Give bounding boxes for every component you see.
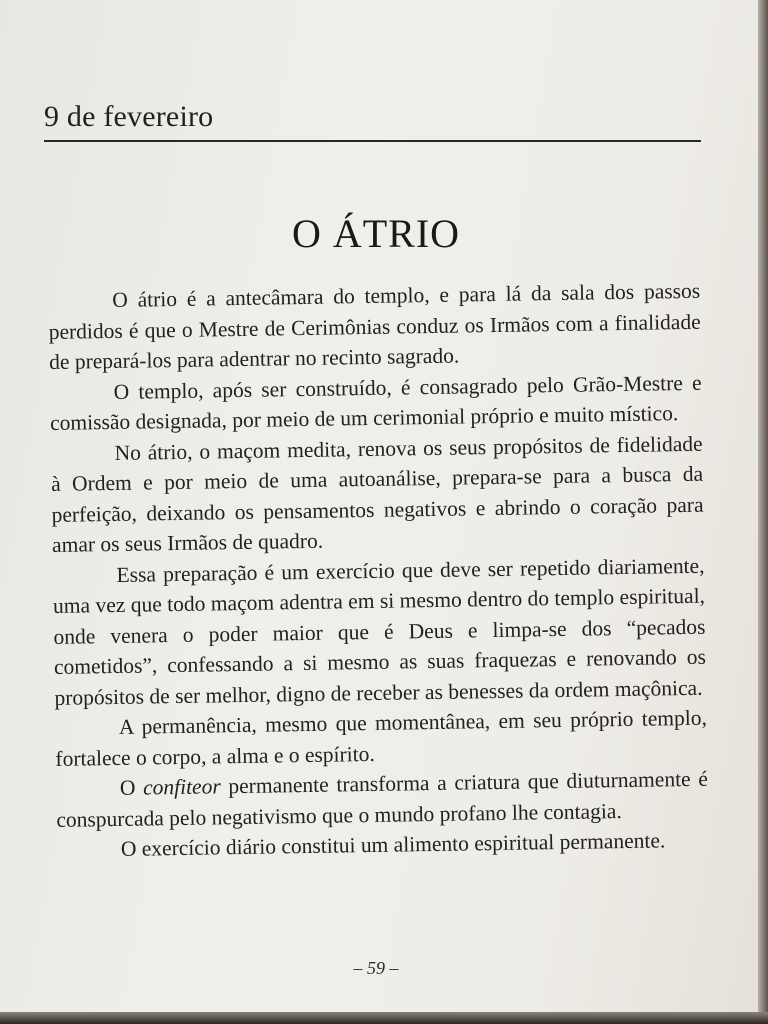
paragraph: Essa preparação é um exercício que deve ser repetido diariamente, uma vez que todo maçom adentra em si mesmo dentro do templo espiritual, onde venera o poder maior que é Deus e limpa-se dos “pecados cometidos”, confessando a si mesmo as suas fraquezas e renovando os propósitos de ser melhor, digno de receber as benesses da ordem maçônica.: [52, 553, 707, 710]
paragraph: No átrio, o maçom medita, renova os seus propósitos de fidelidade à Ordem e por meio de uma autoanálise, prepara-se para a busca da perfeição, deixando os pensamentos negativos e abrindo o coração para amar os seus Irmãos de quadro.: [50, 431, 704, 557]
paragraph-last: O exercício diário constitui um alimento espiritual permanente.: [120, 828, 666, 861]
chapter-title: O ÁTRIO: [291, 211, 461, 256]
bottom-edge: [0, 1012, 768, 1024]
paragraph-confiteor: [56, 764, 709, 835]
paragraph: A permanência, mesmo que momentânea, em seu próprio templo, fortalece o corpo, a alma e o espírito.: [55, 705, 708, 771]
paragraph: O átrio é a antecâmara do templo, e para lá da sala dos passos perdidos é que o Mestre de Cerimônias conduz os Irmãos com a finalidade de prepará-los para adentrar no recinto sagrado.: [48, 278, 701, 374]
confiteor-after: permanente transforma a criatura que diuturnamente é conspurcada pelo negativismo que o mundo profano lhe contagia.: [56, 766, 709, 832]
date-header: 9 de fevereiro: [44, 100, 214, 133]
body-text: [48, 276, 709, 866]
header-rule: [44, 140, 701, 142]
paragraph: O templo, após ser construído, é consagrado pelo Grão-Mestre e comissão designada, por meio de um cerimonial próprio e muito místico.: [49, 370, 702, 435]
page-edge: [758, 0, 768, 1024]
page-number: – 59 –: [353, 958, 399, 978]
confiteor-before: O: [119, 775, 144, 800]
confiteor-italic: confiteor: [142, 774, 221, 800]
